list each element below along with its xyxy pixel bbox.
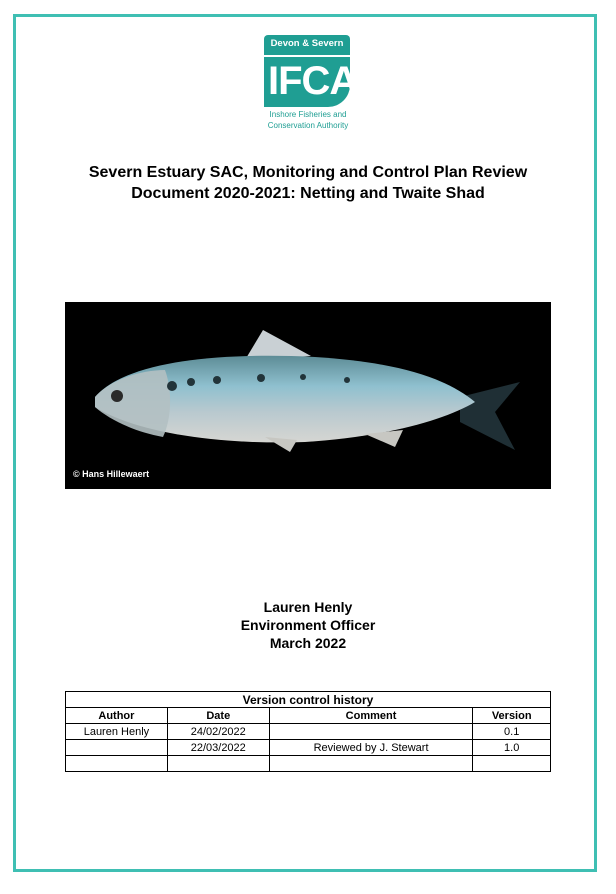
cell-comment [269, 756, 473, 772]
logo-tagline [262, 109, 354, 131]
table-row [66, 756, 551, 772]
dorsal-fin [245, 330, 311, 360]
table-row [66, 724, 551, 740]
version-control-table [65, 691, 551, 772]
logo-tagline-line2: Conservation Authority [267, 121, 349, 130]
fish-spot [187, 378, 195, 386]
cell-date: 22/03/2022 [167, 740, 269, 756]
photo-credit: © Hans Hillewaert [73, 469, 150, 479]
table-caption-row [66, 692, 551, 708]
fish-spot [300, 374, 306, 380]
cell-author [66, 740, 168, 756]
author-block [60, 598, 556, 652]
cell-comment: Reviewed by J. Stewart [269, 740, 473, 756]
ifca-logo [262, 35, 358, 135]
header-version: Version [473, 708, 551, 724]
logo-banner [264, 35, 350, 55]
logo-mark-text: IFCA [268, 59, 358, 103]
table-header-row [66, 708, 551, 724]
fish-illustration [65, 302, 551, 489]
author-role: Environment Officer [240, 617, 376, 633]
logo-mark [264, 57, 358, 107]
cell-version [473, 756, 551, 772]
cell-version: 1.0 [473, 740, 551, 756]
header-comment: Comment [269, 708, 473, 724]
tail-fin [460, 382, 520, 450]
header-author: Author [66, 708, 168, 724]
fish-spot [257, 374, 265, 382]
header-date: Date [167, 708, 269, 724]
cell-date [167, 756, 269, 772]
fish-spot [167, 381, 177, 391]
title-line2: Document 2020-2021: Netting and Twaite Shad [131, 185, 485, 202]
author-date: March 2022 [269, 635, 347, 651]
table-row [66, 740, 551, 756]
table-caption: Version control history [66, 692, 551, 708]
fish-spot [213, 376, 221, 384]
logo-tagline-line1: Inshore Fisheries and [269, 110, 347, 119]
cell-date: 24/02/2022 [167, 724, 269, 740]
logo-banner-text: Devon & Severn [270, 38, 344, 49]
cell-version: 0.1 [473, 724, 551, 740]
fish-photo [65, 302, 551, 489]
cell-author [66, 756, 168, 772]
author-name: Lauren Henly [263, 599, 353, 615]
cell-author: Lauren Henly [66, 724, 168, 740]
cell-comment [269, 724, 473, 740]
document-title [40, 162, 576, 204]
title-line1: Severn Estuary SAC, Monitoring and Control Plan Review [88, 164, 528, 181]
fish-head [95, 370, 170, 437]
fish-spot [344, 377, 350, 383]
fish-eye [111, 390, 123, 402]
